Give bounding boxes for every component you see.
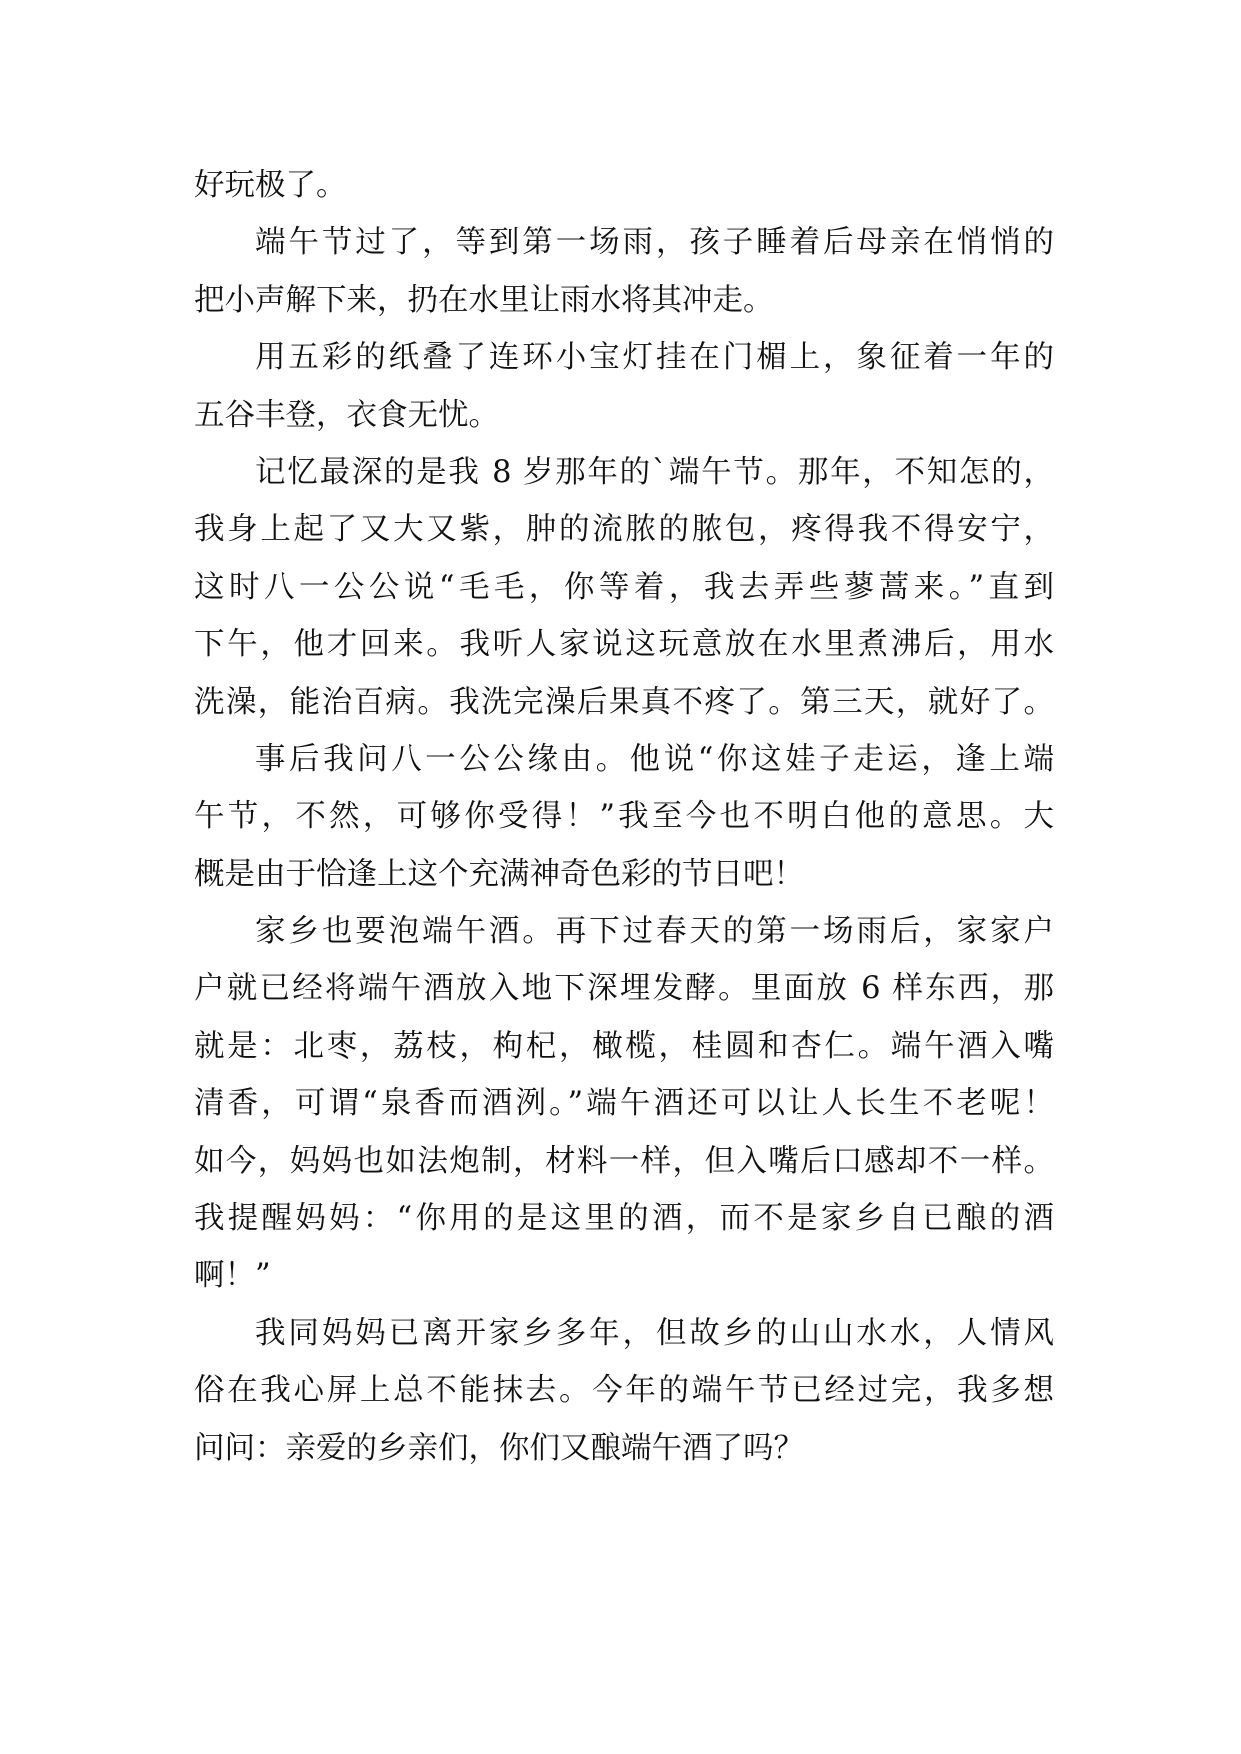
text-line: 午节，不然，可够你受得！”我至今也不明白他的意思。大 [194,799,1054,835]
text-line: 问问：亲爱的乡亲们，你们又酿端午酒了吗？ [194,1430,804,1466]
text-line: 我提醒妈妈：“你用的是这里的酒，而不是家乡自已酿的酒 [194,1201,1054,1237]
text-line: 户就已经将端午酒放入地下深埋发酵。里面放 6 样东西，那 [194,971,1054,1007]
text-line: 五谷丰登，衣食无忧。 [194,397,499,433]
text-line: 清香，可谓“泉香而酒洌。”端午酒还可以让人长生不老呢！ [194,1086,1054,1122]
text-line: 俗在我心屏上总不能抹去。今年的端午节已经过完，我多想 [194,1373,1054,1409]
text-line: 好玩极了。 [194,168,347,203]
text-line: 把小声解下来，扔在水里让雨水将其冲走。 [194,282,774,318]
text-line: 如今，妈妈也如法炮制，材料一样，但入嘴后口感却不一样。 [194,1143,1054,1179]
text-line: 概是由于恰逢上这个充满神奇色彩的节日吧！ [194,856,804,892]
text-line: 就是：北枣，荔枝，枸杞，橄榄，桂圆和杏仁。端午酒入嘴 [194,1028,1054,1064]
text-line: 这时八一公公说“毛毛，你等着，我去弄些蓼蒿来。”直到 [194,569,1054,605]
text-line: 我身上起了又大又紫，肿的流脓的脓包，疼得我不得安宁， [194,512,1054,548]
text-line: 下午，他才回来。我听人家说这玩意放在水里煮沸后，用水 [194,627,1054,663]
text-line: 事后我问八一公公缘由。他说“你这娃子走运，逢上端 [255,741,1054,777]
text-line: 我同妈妈已离开家乡多年，但故乡的山山水水，人情风 [255,1315,1054,1351]
text-line: 端午节过了，等到第一场雨，孩子睡着后母亲在悄悄的 [255,225,1054,261]
text-line: 洗澡，能治百病。我洗完澡后果真不疼了。第三天，就好了。 [194,684,1054,720]
text-line: 记忆最深的是我 8 岁那年的`端午节。那年，不知怎的， [255,454,1054,490]
article-body [194,157,1054,1477]
text-line: 家乡也要泡端午酒。再下过春天的第一场雨后，家家户 [255,914,1054,950]
text-line: 啊！” [194,1258,271,1294]
text-line: 用五彩的纸叠了连环小宝灯挂在门楣上，象征着一年的 [255,340,1054,376]
